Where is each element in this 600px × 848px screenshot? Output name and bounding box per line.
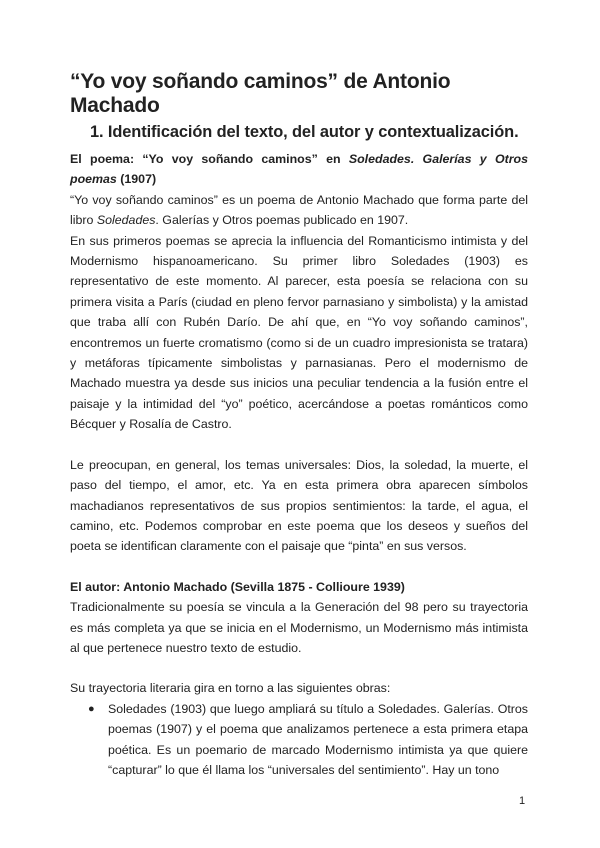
section-heading: 1. Identificación del texto, del autor y contextualización. [90,123,519,141]
author-heading: El autor: Antonio Machado (Sevilla 1875 - Collioure 1939) [70,579,405,594]
paragraph-1 [70,190,528,231]
works-list [70,699,528,781]
paragraph-1-book-title: Soledades [96,213,156,228]
paragraph-5: Su trayectoria literaria gira en torno a las siguientes obras: [70,681,391,696]
document-title: “Yo voy soñando caminos” de Antonio Machado [70,70,451,117]
poem-heading-year: (1907) [116,172,157,187]
paragraph-1-text-end: . Galerías y Otros poemas publicado en 1907. [155,213,409,228]
list-item-text: Soledades (1903) que luego ampliará su título a Soledades. Galerías. Otros poemas (1907) y el poema que analizamos pertenece a esta primera etapa poética. Es un poemario de marcado Modernismo intimista ya que quiere “capturar” lo que él llama los “universales del sentimiento”. Hay un tono [108,701,528,777]
paragraph-2: En sus primeros poemas se aprecia la influencia del Romanticismo intimista y del Modernismo hispanoamericano. Su primer libro Soledades (1903) es representativo de este momento. Al parecer, esta poesía se relaciona con su primera visita a París (ciudad en pleno fervor parnasiano y simbolista) y la amistad que traba allí con Rubén Darío. De ahí que, en “Yo voy soñando caminos”, encontremos un fuerte cromatismo (como si de un cuadro impresionista se tratara) y metáforas típicamente simbolistas y parnasianas. Pero el modernismo de Machado muestra ya desde sus inicios una peculiar tendencia a la fusión entre el paisaje y la intimidad del “yo” poético, acercándose a poetas románticos como Bécquer y Rosalía de Castro. [70,233,528,432]
paragraph-4: Tradicionalmente su poesía se vincula a la Generación del 98 pero su trayectoria es más completa ya que se inicia en el Modernismo, un Modernismo más intimista al que pertenece nuestro texto de estudio. [70,600,528,655]
paragraph-3: Le preocupan, en general, los temas universales: Dios, la soledad, la muerte, el paso del tiempo, el amor, etc. Ya en esta primera obra aparecen símbolos machadianos representativos de sus propios sentimientos: la tarde, el agua, el camino, etc. Podemos comprobar en este poema que los deseos y sueños del poeta se identifican claramente con el paisaje que “pinta” en sus versos. [70,457,528,554]
list-item [70,699,528,781]
poem-heading-book-title: Soledades. Galerías y Otros poemas [70,152,528,187]
poem-heading [70,149,528,190]
paragraph-1-text: “Yo voy soñando caminos” es un poema de Antonio Machado que forma parte del libro [70,192,528,228]
page-number: 1 [519,795,526,807]
poem-heading-text: El poema: “Yo voy soñando caminos” en [70,152,349,166]
bullet-icon: ● [88,702,95,715]
document-body [70,149,528,780]
